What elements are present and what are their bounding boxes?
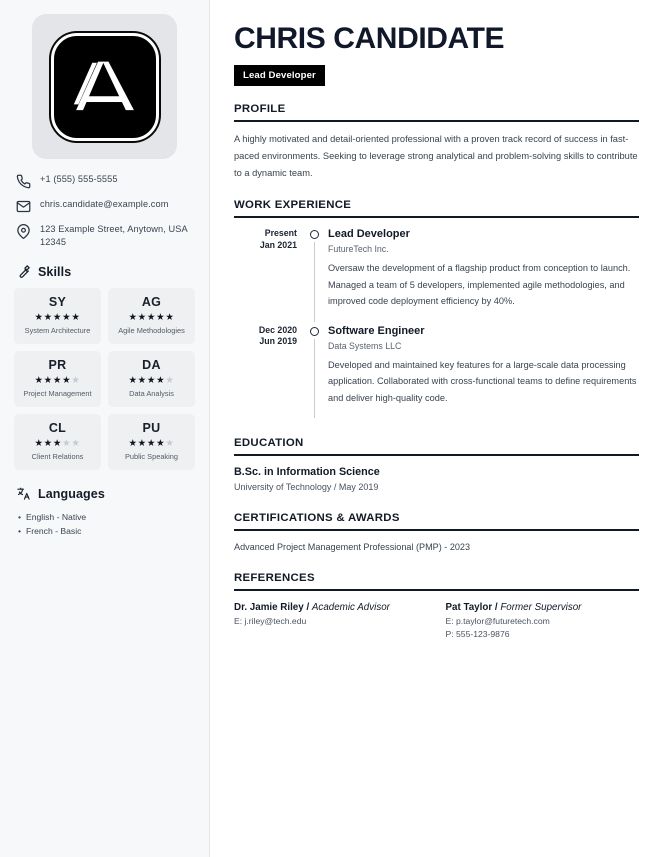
work-description: Developed and maintained key features for a large-scale data processing application. Collaborated with cross-functional teams to define requirements and deliver high-quality code.: [328, 359, 637, 403]
work-entry: [234, 324, 639, 421]
contact-phone-text: +1 (555) 555-5555: [40, 174, 118, 184]
reference-role: Academic Advisor: [311, 602, 390, 613]
star-filled-icon: ★: [43, 438, 53, 449]
skill-card: [108, 414, 195, 470]
language-list: [18, 510, 195, 538]
star-filled-icon: ★: [34, 375, 44, 386]
work-details: [322, 227, 639, 324]
reference-name: [446, 600, 640, 615]
star-filled-icon: ★: [43, 312, 53, 323]
skill-abbr: AG: [141, 295, 162, 309]
star-filled-icon: ★: [137, 438, 147, 449]
location-pin-icon: [16, 224, 31, 239]
work-date-end: Dec 2020: [258, 324, 297, 335]
skill-abbr: PU: [142, 421, 161, 435]
star-filled-icon: ★: [43, 375, 53, 386]
skill-name: Public Speaking: [124, 452, 178, 461]
language-text: English - Native: [26, 512, 87, 522]
star-filled-icon: ★: [156, 312, 166, 323]
work-details: [322, 324, 639, 421]
language-text: French - Basic: [26, 526, 82, 536]
star-filled-icon: ★: [146, 438, 157, 449]
wrench-icon: [16, 264, 31, 279]
reference-separator: /: [303, 602, 312, 613]
contact-email-text: chris.candidate@example.com: [40, 199, 169, 209]
section-work-experience: [234, 199, 639, 420]
page-title: CHRIS CANDIDATE: [234, 22, 505, 55]
section-title-work: WORK EXPERIENCE: [234, 199, 639, 218]
skill-rating-stars: [18, 311, 97, 324]
work-description: Oversaw the development of a flagship product from conception to launch. Managed a team of 5 developers, implemented agile methodologies, and improved code deployment efficiency by 40%.: [328, 263, 631, 306]
bullet-icon: •: [18, 526, 22, 536]
timeline-dot-icon: [310, 230, 319, 239]
reference-role: Former Supervisor: [500, 602, 582, 613]
reference-name: [234, 600, 428, 615]
star-filled-icon: ★: [156, 375, 166, 386]
star-filled-icon: ★: [137, 375, 147, 386]
timeline-rail: [306, 227, 322, 324]
reference-person: Pat Taylor: [445, 602, 493, 613]
work-timeline: [234, 218, 639, 420]
contact-email[interactable]: [14, 198, 195, 214]
main-content: [210, 0, 661, 857]
star-filled-icon: ★: [52, 438, 63, 449]
reference-email[interactable]: E: p.taylor@futuretech.com: [445, 616, 550, 626]
skills-heading: [16, 264, 195, 279]
star-empty-icon: ★: [71, 375, 81, 386]
languages-heading: [16, 486, 195, 501]
timeline-dot-icon: [310, 327, 319, 336]
skill-name: Client Relations: [31, 452, 84, 461]
timeline-line: [314, 242, 315, 322]
star-filled-icon: ★: [146, 375, 157, 386]
reference-person: Dr. Jamie Riley: [234, 602, 304, 613]
reference-phone[interactable]: P: 555-123-9876: [445, 629, 510, 639]
role-badge: Lead Developer: [234, 65, 325, 86]
star-filled-icon: ★: [34, 438, 44, 449]
reference-entry: [234, 600, 428, 641]
translate-icon: [16, 486, 31, 501]
envelope-icon: [16, 199, 31, 214]
star-filled-icon: ★: [34, 312, 44, 323]
skill-rating-stars: [112, 374, 191, 387]
bullet-icon: •: [18, 512, 22, 522]
section-certifications: [234, 512, 639, 555]
contact-list: [14, 173, 195, 248]
education-meta: University of Technology / May 2019: [234, 482, 379, 492]
certification-list: [234, 531, 639, 555]
skill-name: Data Analysis: [129, 389, 174, 398]
star-empty-icon: ★: [165, 438, 175, 449]
star-filled-icon: ★: [52, 312, 63, 323]
work-dates: [234, 227, 306, 324]
skills-title: Skills: [38, 264, 72, 279]
skill-rating-stars: [18, 437, 97, 450]
star-filled-icon: ★: [71, 312, 81, 323]
work-date-end: Present: [264, 228, 297, 238]
skill-abbr: SY: [48, 295, 67, 309]
work-dates: [234, 324, 306, 421]
languages-title: Languages: [38, 486, 105, 501]
work-date-start: Jun 2019: [259, 336, 297, 347]
skill-name: Agile Methodologies: [118, 326, 185, 335]
work-org: Data Systems LLC: [328, 340, 402, 351]
star-empty-icon: ★: [71, 438, 81, 449]
skill-rating-stars: [112, 311, 191, 324]
reference-grid: [234, 600, 639, 641]
reference-separator: /: [492, 602, 501, 613]
certification-item: Advanced Project Management Professional (PMP) - 2023: [234, 542, 471, 552]
skill-abbr: CL: [48, 421, 67, 435]
skill-card: [14, 288, 101, 344]
star-filled-icon: ★: [62, 312, 72, 323]
section-education: [234, 437, 639, 495]
star-filled-icon: ★: [62, 375, 72, 386]
phone-icon: [16, 174, 31, 189]
star-filled-icon: ★: [128, 438, 138, 449]
contact-address[interactable]: [14, 223, 195, 248]
star-empty-icon: ★: [165, 375, 175, 386]
avatar: [32, 14, 177, 159]
work-entry: [234, 227, 639, 324]
section-title-profile: PROFILE: [234, 103, 639, 122]
reference-email[interactable]: E: j.riley@tech.edu: [234, 616, 307, 626]
skill-grid: [14, 288, 195, 470]
skill-card: [14, 414, 101, 470]
skill-name: Project Management: [23, 389, 92, 398]
skill-card: [14, 351, 101, 407]
skill-card: [108, 351, 195, 407]
skill-name: System Architecture: [24, 326, 91, 335]
reference-entry: [446, 600, 640, 641]
timeline-rail: [306, 324, 322, 421]
section-references: [234, 572, 639, 641]
work-role: Software Engineer: [328, 324, 425, 337]
work-org: FutureTech Inc.: [328, 244, 389, 254]
star-filled-icon: ★: [52, 375, 63, 386]
work-date-start: Jan 2021: [259, 239, 297, 250]
skill-card: [108, 288, 195, 344]
section-title-certifications: CERTIFICATIONS & AWARDS: [234, 512, 639, 531]
skill-rating-stars: [18, 374, 97, 387]
list-item: [18, 524, 195, 538]
section-title-references: REFERENCES: [234, 572, 639, 591]
skill-abbr: PR: [48, 358, 67, 372]
star-filled-icon: ★: [146, 312, 157, 323]
star-empty-icon: ★: [62, 438, 72, 449]
sidebar: [0, 0, 210, 857]
education-degree: B.Sc. in Information Science: [234, 466, 380, 478]
star-filled-icon: ★: [165, 312, 175, 323]
skill-rating-stars: [112, 437, 191, 450]
star-filled-icon: ★: [128, 312, 138, 323]
contact-phone[interactable]: [14, 173, 195, 189]
list-item: [18, 510, 195, 524]
section-profile: [234, 103, 639, 182]
section-title-education: EDUCATION: [234, 437, 639, 456]
timeline-line: [314, 339, 315, 419]
work-role: Lead Developer: [328, 228, 410, 240]
profile-text: A highly motivated and detail-oriented professional with a proven track record of success in fast-paced environments. Seeking to leverage strong analytical and problem-solving skills to contribute to a dynamic team.: [234, 134, 638, 178]
star-filled-icon: ★: [156, 438, 166, 449]
monogram-a-logo-icon: [51, 33, 159, 141]
contact-address-text: 123 Example Street, Anytown, USA 12345: [40, 224, 188, 247]
star-filled-icon: ★: [137, 312, 147, 323]
skill-abbr: DA: [142, 358, 161, 372]
star-filled-icon: ★: [128, 375, 138, 386]
